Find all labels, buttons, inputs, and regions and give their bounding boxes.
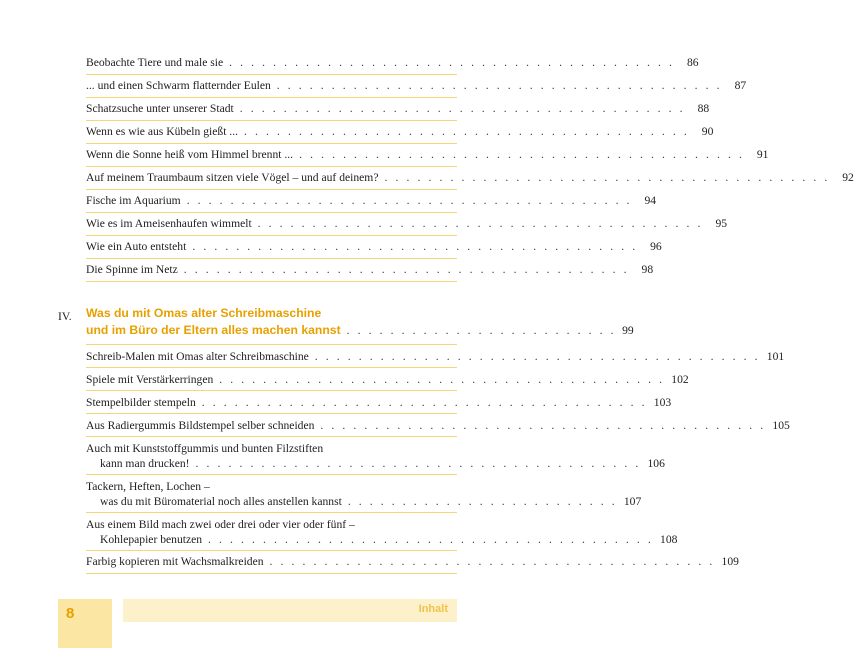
toc-entry: [86, 193, 657, 208]
toc-entry-title: Stempelbilder stempeln: [86, 396, 196, 409]
toc-entry-page: 92: [842, 171, 854, 184]
footer-page-number: 8: [66, 605, 75, 622]
toc-entry-page: 106: [647, 457, 665, 470]
toc-entry-title: Schatzsuche unter unserer Stadt: [86, 102, 234, 115]
toc-entry: [86, 78, 747, 93]
dot-leader: . . . . . . . . . . . . . . . . . . . . . . . . . . . . . . . . . . . . . . . . .: [299, 148, 745, 161]
toc-entry-line1: Aus einem Bild mach zwei oder drei oder vier oder fünf –: [86, 518, 355, 531]
toc-entry-title: Auf meinem Traumbaum sitzen viele Vögel – und auf deinem?: [86, 171, 379, 184]
toc-entry-title: Spiele mit Verstärkerringen: [86, 373, 214, 386]
toc-entry-line1: Tackern, Heften, Lochen –: [86, 480, 210, 493]
dot-leader: . . . . . . . . . . . . . . . . . . . . . . . . . . . . . . . . . . . . . . . . .: [269, 555, 715, 568]
toc-entry-page: 109: [721, 555, 739, 568]
separator-line: [86, 474, 457, 475]
toc-entry-title: Fische im Aquarium: [86, 194, 181, 207]
separator-line: [86, 212, 457, 213]
toc-entry-title: kann man drucken!: [100, 457, 190, 470]
separator-line: [86, 573, 457, 574]
toc-entry-page: 91: [756, 148, 769, 161]
separator-line: [86, 367, 457, 368]
toc-entry-two-line: [86, 441, 665, 471]
section-title-line2: und im Büro der Eltern alles machen kannst: [86, 323, 341, 337]
toc-entry-page: 90: [701, 125, 714, 138]
toc-entry: [86, 395, 672, 410]
separator-line: [86, 235, 457, 236]
toc-entry-page: 108: [660, 533, 678, 546]
toc-entry-title: Kohlepapier benutzen: [100, 533, 203, 546]
toc-entry: [86, 101, 710, 116]
toc-entry: [86, 349, 785, 364]
toc-entry-title: Wie es im Ameisenhaufen wimmelt: [86, 217, 252, 230]
toc-entry-page: 86: [686, 56, 699, 69]
dot-leader: . . . . . . . . . . . . . . . . . . . . . . . . . . . . . . . . . . . . . . . . .: [195, 457, 641, 470]
dot-leader: . . . . . . . . . . . . . . . . . . . . . . . . . . . . . . . . . . . . . . . . .: [201, 396, 648, 409]
separator-line: [86, 512, 457, 513]
toc-entry-title: was du mit Büromaterial noch alles anstellen kannst: [100, 495, 342, 508]
separator-line: [86, 189, 457, 190]
toc-entry-page: 88: [697, 102, 710, 115]
toc-entry-title: Beobachte Tiere und male sie: [86, 56, 224, 69]
toc-entry-two-line: [86, 517, 678, 547]
separator-line: [86, 550, 457, 551]
toc-entry-page: 102: [671, 373, 689, 386]
toc-entry-title: Farbig kopieren mit Wachsmalkreiden: [86, 555, 264, 568]
dot-leader: . . . . . . . . . . . . . . . . . . . . . . . . . . . . . . . . . . . . . . . . .: [276, 79, 723, 92]
dot-leader: . . . . . . . . . . . . . . . . . . . . . . . . . . . . . . . . . . . . . . . . .: [239, 102, 686, 115]
toc-entry: [86, 372, 689, 387]
toc-entry: [86, 170, 854, 185]
toc-entry-page: 105: [772, 419, 790, 432]
footer-bar: [123, 599, 457, 622]
separator-line: [86, 281, 457, 282]
separator-line: [86, 390, 457, 391]
dot-leader: . . . . . . . . . . . . . . . . . . . . . . . . .: [347, 495, 618, 508]
toc-entry-page: 103: [653, 396, 672, 409]
separator-line: [86, 258, 457, 259]
toc-entry-title: ... und einen Schwarm flatternder Eulen: [86, 79, 271, 92]
dot-leader: . . . . . . . . . . . . . . . . . . . . . . . . .: [346, 324, 617, 337]
toc-entry-page: 98: [641, 263, 654, 276]
section-number: IV.: [58, 310, 72, 323]
toc-entry-title: Wenn die Sonne heiß vom Himmel brennt ...: [86, 148, 294, 161]
section-page: 99: [622, 324, 634, 337]
toc-entry: [86, 216, 728, 231]
dot-leader: . . . . . . . . . . . . . . . . . . . . . . . . . . . . . . . . . . . . . . . . .: [183, 263, 630, 276]
toc-entry: [86, 124, 714, 139]
separator-line: [86, 413, 457, 414]
toc-entry-page: 94: [644, 194, 657, 207]
dot-leader: . . . . . . . . . . . . . . . . . . . . . . . . . . . . . . . . . . . . . . . . .: [384, 171, 830, 184]
toc-entry: [86, 147, 769, 162]
dot-leader: . . . . . . . . . . . . . . . . . . . . . . . . . . . . . . . . . . . . . . . . .: [244, 125, 690, 138]
dot-leader: . . . . . . . . . . . . . . . . . . . . . . . . . . . . . . . . . . . . . . . . .: [208, 533, 654, 546]
toc-entry-page: 87: [734, 79, 747, 92]
toc-entry: [86, 239, 662, 254]
toc-entry-two-line: [86, 479, 642, 509]
section-title-line1: Was du mit Omas alter Schreibmaschine: [86, 306, 322, 320]
toc-entry-page: 107: [623, 495, 642, 508]
dot-leader: . . . . . . . . . . . . . . . . . . . . . . . . . . . . . . . . . . . . . . . . .: [192, 240, 638, 253]
toc-entry: [86, 418, 790, 433]
toc-entry-title: Wie ein Auto entsteht: [86, 240, 187, 253]
toc-entry-line1: Auch mit Kunststoffgummis und bunten Filzstiften: [86, 442, 324, 455]
dot-leader: . . . . . . . . . . . . . . . . . . . . . . . . . . . . . . . . . . . . . . . . .: [320, 419, 766, 432]
dot-leader: . . . . . . . . . . . . . . . . . . . . . . . . . . . . . . . . . . . . . . . . .: [257, 217, 704, 230]
separator-line: [86, 166, 457, 167]
dot-leader: . . . . . . . . . . . . . . . . . . . . . . . . . . . . . . . . . . . . . . . . .: [229, 56, 675, 69]
toc-entry-title: Wenn es wie aus Kübeln gießt ...: [86, 125, 239, 138]
toc-entry-page: 96: [650, 240, 662, 253]
toc-entry-title: Die Spinne im Netz: [86, 263, 178, 276]
dot-leader: . . . . . . . . . . . . . . . . . . . . . . . . . . . . . . . . . . . . . . . . .: [219, 373, 665, 386]
toc-entry: [86, 55, 699, 70]
dot-leader: . . . . . . . . . . . . . . . . . . . . . . . . . . . . . . . . . . . . . . . . .: [314, 350, 761, 363]
separator-line: [86, 436, 457, 437]
toc-entry-page: 95: [715, 217, 728, 230]
separator-line: [86, 120, 457, 121]
toc-entry-title: Schreib-Malen mit Omas alter Schreibmaschine: [86, 350, 309, 363]
footer-section-label: Inhalt: [418, 603, 448, 615]
dot-leader: . . . . . . . . . . . . . . . . . . . . . . . . . . . . . . . . . . . . . . . . .: [186, 194, 633, 207]
toc-entry: [86, 554, 739, 569]
toc-entry-page: 101: [766, 350, 785, 363]
separator-line: [86, 97, 457, 98]
toc-entry: [86, 262, 654, 277]
separator-line: [86, 344, 457, 345]
toc-entry-title: Aus Radiergummis Bildstempel selber schneiden: [86, 419, 315, 432]
separator-line: [86, 74, 457, 75]
section-heading: [86, 305, 634, 339]
separator-line: [86, 143, 457, 144]
